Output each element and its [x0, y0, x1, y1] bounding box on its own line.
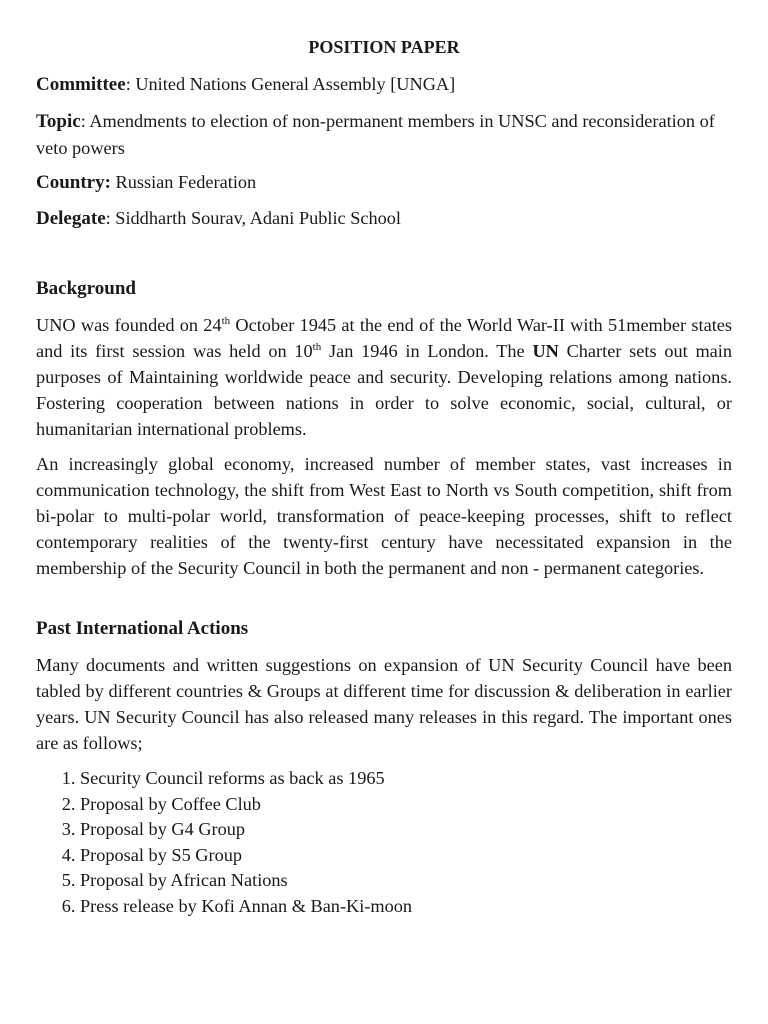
background-paragraph-1 — [36, 313, 732, 443]
field-value: Amendments to election of non-permanent members in UNSC and reconsideration of veto powers — [36, 111, 715, 158]
field-value: United Nations General Assembly [UNGA] — [135, 74, 456, 94]
sep: : — [105, 208, 116, 228]
page-title: POSITION PAPER — [308, 37, 460, 57]
text: Charter sets out main purposes of Maintaining worldwide peace and security. Developing relations among nations. Fostering cooperation between nations in order to solve economic, social, cultural, or humanitarian international problems. — [36, 340, 733, 439]
field-value: Russian Federation — [115, 172, 257, 192]
text: Jan 1946 in London. The — [321, 340, 533, 361]
list-item: 6. Press release by Kofi Annan & Ban-Ki-moon — [80, 894, 768, 920]
past-actions-list — [36, 766, 768, 920]
field-label: Country: — [36, 172, 111, 193]
superscript: th — [221, 315, 231, 327]
text: UNO was founded on 24 — [36, 315, 222, 335]
field-label: Topic — [36, 111, 81, 132]
delegate-field — [36, 205, 732, 232]
topic-field — [36, 108, 732, 161]
list-item: 3. Proposal by G4 Group — [80, 817, 768, 843]
committee-field — [36, 71, 732, 98]
sep: : — [125, 74, 136, 94]
background-paragraph-2: An increasingly global economy, increased number of member states, vast increases in communication technology, the shift from West East to North vs South competition, shift from bi-polar to multi-polar world, transformation of peace-keeping processes, shift to reflect contemporary realities of the twenty-first century have necessitated expansion in the membership of the Security Council in both the permanent and non - permanent categories. — [36, 454, 732, 578]
superscript: th — [312, 340, 322, 353]
list-item: 5. Proposal by African Nations — [80, 868, 768, 894]
country-field — [36, 169, 732, 196]
field-label: Delegate — [36, 208, 106, 229]
past-actions-paragraph: Many documents and written suggestions on expansion of UN Security Council have been tabled by different countries & Groups at different time for discussion & deliberation in earlier years. UN Security Council has also released many releases in this regard. The important ones are as follows; — [36, 655, 732, 753]
list-item: 2. Proposal by Coffee Club — [80, 792, 768, 818]
list-item: 4. Proposal by S5 Group — [80, 843, 768, 869]
list-item: 1. Security Council reforms as back as 1965 — [80, 766, 768, 792]
sep: : — [80, 111, 90, 131]
field-value: Siddharth Sourav, Adani Public School — [115, 208, 402, 228]
text: October 1945 at the end of the World War-II with 51member states and its first session was held on 10 — [36, 315, 733, 361]
field-label: Committee — [36, 74, 126, 95]
past-actions-heading: Past International Actions — [36, 618, 249, 639]
background-heading: Background — [36, 278, 136, 299]
bold-text: UN — [532, 340, 559, 361]
